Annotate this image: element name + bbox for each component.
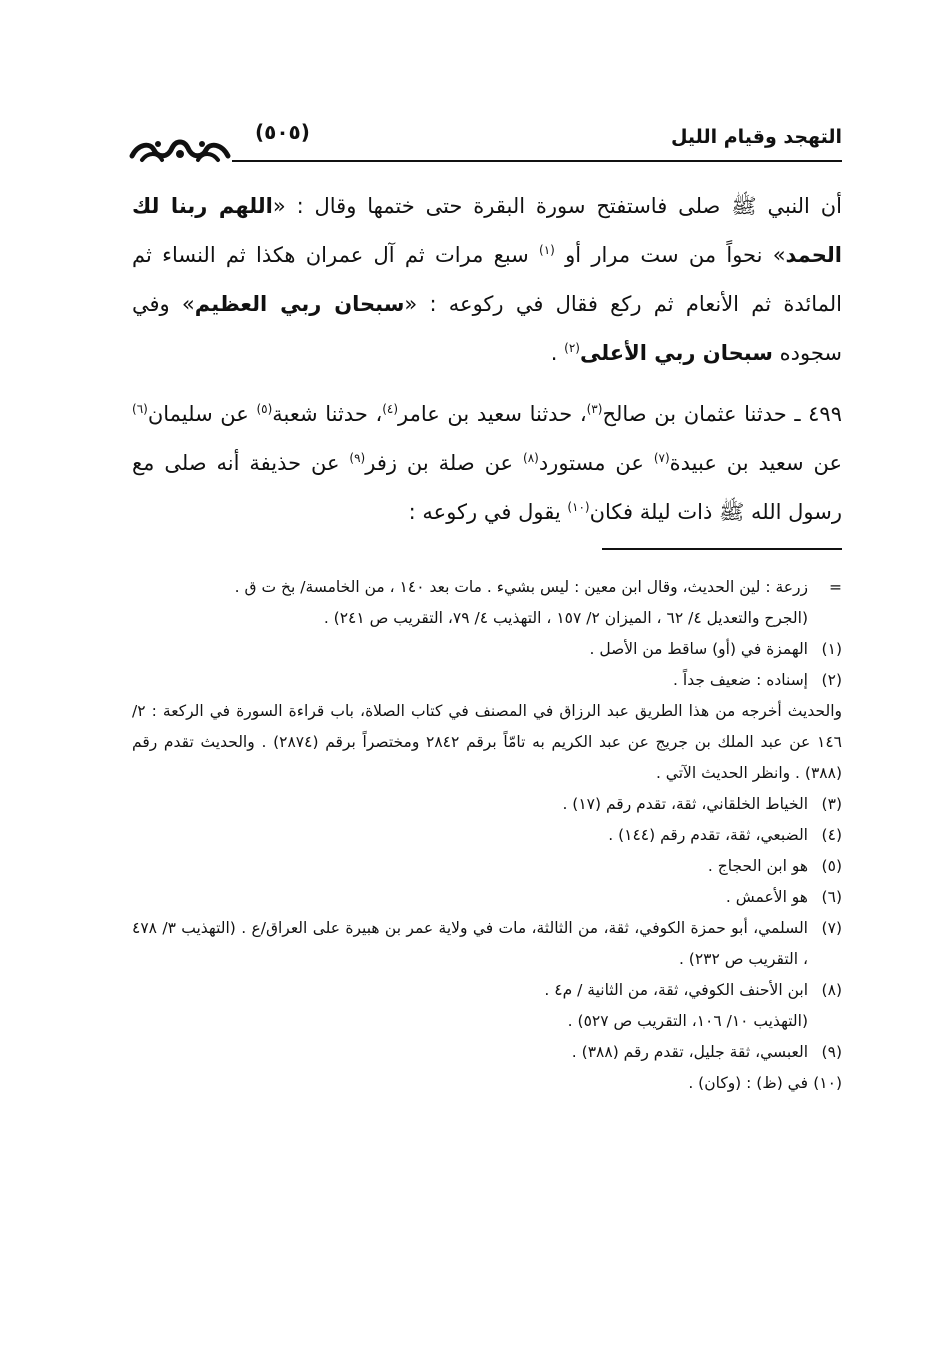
footnote-2 [132, 665, 842, 696]
footnote-text: زرعة : لين الحديث، وقال ابن معين : ليس بشيء . مات بعد ١٤٠ ، من الخامسة/ بخ ت ق . [234, 578, 808, 596]
footnote-ref[interactable]: (٥) [256, 402, 273, 416]
footnote-number: (٧) [821, 919, 842, 937]
footnote-number: (١٠) [813, 1074, 842, 1092]
footnote-text: السلمي، أبو حمزة الكوفي، ثقة، من الثالثة، مات في ولاية عمر بن هبيرة على العراق/ع . (التهذيب ٣/ ٤٧٨ ، التقريب ص ٢٣٢) . [132, 919, 808, 968]
header-rule [232, 160, 842, 162]
footnote-separator [602, 548, 842, 550]
footnote-5 [132, 851, 842, 882]
footnote-text: الهمزة في (أو) ساقط من الأصل . [589, 640, 808, 658]
footnote-text: (التهذيب ١٠/ ١٠٦، التقريب ص ٥٢٧) . [567, 1012, 808, 1030]
footnote-number: (٥) [821, 857, 842, 875]
footnote-text: هو ابن الحجاج . [707, 857, 808, 875]
footnote-4 [132, 820, 842, 851]
footnote-number: (١) [821, 640, 842, 658]
footnote-text: هو الأعمش . [725, 888, 808, 906]
footnote-text: في (ظ) : (وكان) . [688, 1074, 808, 1092]
footnote-7 [132, 913, 842, 975]
footnote-text: الخياط الخلقاني، ثقة، تقدم رقم (١٧) . [562, 795, 808, 813]
footnote-ref[interactable]: (٢) [564, 341, 580, 355]
footnote-8 [132, 975, 842, 1006]
text-run: سبع مرات ثم آل عمران هكذا ثم النساء ثم المائدة ثم الأنعام ثم ركع فقال في ركوعه : « [132, 243, 842, 316]
ornament-icon [128, 130, 232, 166]
bold-phrase: اللهم ربنا لك الحمد [132, 194, 842, 267]
text-run: » وفي سجوده [132, 292, 842, 365]
footnote-number: (٩) [821, 1043, 842, 1061]
footnote-8-continuation [132, 1006, 842, 1037]
footnote-ref[interactable]: (٣) [586, 402, 603, 416]
footnote-ref[interactable]: (٦) [132, 402, 148, 416]
text-run: عن مستورد [538, 451, 654, 475]
footnote-number: (٨) [821, 981, 842, 999]
text-run: أن النبي ﷺ صلى فاستفتح سورة البقرة حتى ختمها وقال : « [272, 194, 843, 218]
footnote-10 [132, 1068, 842, 1099]
continuation-mark: = [829, 578, 842, 596]
text-run: ، حدثنا سعيد بن عامر [398, 402, 587, 426]
footnote-ref[interactable]: (٨) [523, 451, 539, 465]
footnote-ref[interactable]: (١) [539, 243, 555, 257]
text-run: عن صلة بن زفر [365, 451, 523, 475]
footnote-continuation [132, 572, 842, 634]
text-run: . [550, 341, 565, 365]
page-number: (٥٠٥) [255, 120, 310, 144]
footnote-1 [132, 634, 842, 665]
footnote-number: (٢) [821, 671, 842, 689]
footnotes-section [132, 572, 842, 1099]
bold-phrase: سبحان ربي الأعلى [579, 341, 773, 365]
footnote-2-continuation [132, 696, 842, 789]
footnote-ref[interactable]: (١٠) [567, 500, 590, 514]
text-run: عن سليمان [147, 402, 257, 426]
text-run: عن سعيد بن عبيدة [669, 451, 843, 475]
footnote-ref[interactable]: (٩) [349, 451, 366, 465]
footnote-text: ابن الأحنف الكوفي، ثقة، من الثانية / م٤ . [544, 981, 808, 999]
footnote-text: (الجرح والتعديل ٤/ ٦٢ ، الميزان ٢/ ١٥٧ ، التهذيب ٤/ ٧٩، التقريب ص ٢٤١) . [323, 609, 808, 627]
footnote-text: الضبعي، ثقة، تقدم رقم (١٤٤) . [608, 826, 808, 844]
bold-phrase: سبحان ربي العظيم [194, 292, 405, 316]
footnote-ref[interactable]: (٤) [382, 402, 399, 416]
main-paragraph-2 [132, 390, 842, 538]
main-paragraph-1 [132, 182, 842, 382]
footnote-text: إسناده : ضعيف جداً . [673, 671, 808, 689]
running-title: التهجد وقيام الليل [670, 126, 842, 148]
hadith-number: ٤٩٩ ـ حدثنا عثمان بن صالح [602, 402, 842, 426]
footnote-number: (٣) [821, 795, 842, 813]
footnote-9 [132, 1037, 842, 1068]
footnote-ref[interactable]: (٧) [653, 451, 670, 465]
footnote-number: (٦) [821, 888, 842, 906]
footnote-number: (٤) [821, 826, 842, 844]
footnote-3 [132, 789, 842, 820]
footnote-text: العبسي، ثقة جليل، تقدم رقم (٣٨٨) . [571, 1043, 808, 1061]
text-run: » نحواً من ست مرار أو [554, 243, 786, 267]
text-run: عن حذيفة أنه صلى مع رسول الله ﷺ ذات ليلة فكان [132, 451, 842, 524]
text-run: يقول في ركوعه : [408, 500, 568, 524]
footnote-6 [132, 882, 842, 913]
text-run: ، حدثنا شعبة [272, 402, 383, 426]
footnote-text: والحديث أخرجه من هذا الطريق عبد الرزاق في المصنف في كتاب الصلاة، باب قراءة السورة في الركعة : ٢/ ١٤٦ عن عبد الملك بن جريج عن عبد الكريم به تامّاً برقم ٢٨٤٢ ومختصراً برقم (٢٨٧٤) . والحديث تقدم رقم (٣٨٨) . وانظر الحديث الآتي . [132, 702, 842, 782]
